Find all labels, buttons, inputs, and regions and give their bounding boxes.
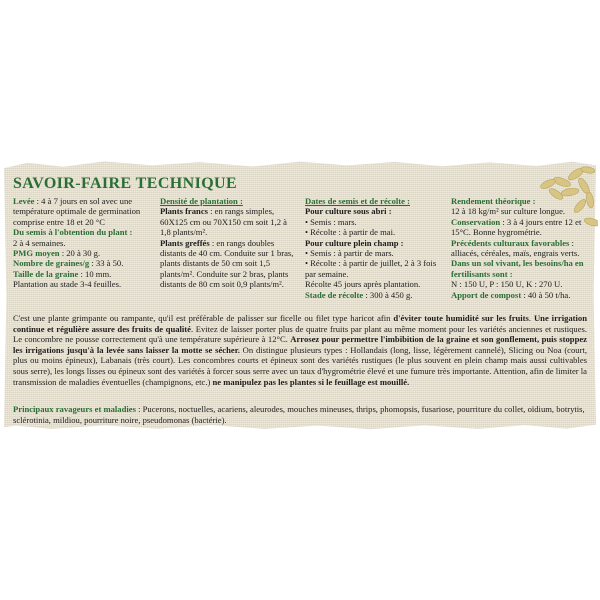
paragraph-text: . xyxy=(528,313,534,323)
abri-recolte: • Récolte : à partir de mai. xyxy=(305,227,396,238)
paragraph-text: C'est une plante grimpante ou rampante, qu'il est préférable de palisser sur ficelle ou filet type haricot afin xyxy=(13,313,394,323)
column-germination xyxy=(13,196,151,290)
graines-label: Nombre de graines/g xyxy=(13,258,90,269)
conservation-text: : 3 à 4 jours entre 12 et 15°C. Bonne hygrométrie. xyxy=(451,216,582,238)
champ-semis: • Semis : à partir de mars. xyxy=(305,248,394,259)
paragraph-bold: d'éviter toute humidité sur les fruits xyxy=(393,313,529,323)
page-title: SAVOIR-FAIRE TECHNIQUE xyxy=(13,175,238,192)
paragraph-bold: ne manipulez pas les plantes si le feuillage est mouillé. xyxy=(212,376,410,387)
francs-text: : en rangs simples, 60X125 cm ou 70X150 cm soit 1,2 à 1,8 plants/m². xyxy=(160,206,287,238)
pests-label: Principaux ravageurs et maladies xyxy=(13,404,136,414)
densite-label: Densité de plantation : xyxy=(160,196,243,206)
column-density xyxy=(160,196,297,290)
paragraph-bold: Une irrigation continue et régulière assure des fruits de qualité xyxy=(13,313,588,334)
taille-label: Taille de la graine xyxy=(13,268,79,279)
greffes-label: Plants greffés xyxy=(160,237,210,248)
sol-text: N : 150 U, P : 150 U, K : 270 U. xyxy=(451,279,563,290)
dates-label: Dates de semis et de récolte : xyxy=(305,196,410,206)
greffes-text: : en rangs doubles distants de 40 cm. Conduite sur 1 bras, plants distants de 50 cm soit 1,5 plants/m². Conduite sur 2 bras, plants distants de 80 cm soit 0,9 plants/m². xyxy=(160,237,294,290)
graines-text: : 33 à 50. xyxy=(89,258,124,269)
semis-label: Du semis à l'obtention du plant : xyxy=(13,227,133,238)
pests-text: : Pucerons, noctuelles, acariens, aleurodes, mouches mineuses, thrips, phomopsis, fusariose, pourriture du collet, oïdium, botrytis, sclérotinia, mildiou, pourriture noire, pseudomonas (bactérie). xyxy=(13,404,585,425)
pmg-text: : 20 à 30 g. xyxy=(59,248,101,259)
pests-section xyxy=(13,404,587,425)
plantation-text: Plantation au stade 3-4 feuilles. xyxy=(13,279,122,290)
taille-text: : 10 mm. xyxy=(78,268,112,279)
recolte-note: Récolte 45 jours après plantation. xyxy=(305,279,421,290)
champ-label: Pour culture plein champ : xyxy=(305,237,404,248)
abri-label: Pour culture sous abri : xyxy=(305,206,392,217)
champ-recolte: • Récolte : à partir de juillet, 2 à 3 fois par semaine. xyxy=(305,258,437,279)
precedents-label: Précédents culturaux favorables xyxy=(451,237,570,248)
paragraph-text: . Evitez de laisser porter plus de quatre fruits par plant au même moment pour les variétés anciennes et rustiques. Le concombre ne pousse correctement qu'à une température supérieure à 12°C. xyxy=(13,323,588,345)
rendement-text: 12 à 18 kg/m² sur culture longue. xyxy=(451,206,566,217)
paragraph-text: On distingue plusieurs types : Hollandais (long, lisse, légèrement cannelé), Slicing ou Noa (court, plus ou moins épineux), Labanais (très court). Les concombres courts et épineux sont des variétés rustiques (le plus souvent en plein champ mais aussi cultivables sous serre), les longs lisses ou épineux sont des variétés à forcer sous serre avec un taux d'hygrométrie élevé et une fumure très importante. Attention, afin de limiter la transmission de maladies éventuelles (champignons, etc.) xyxy=(13,344,587,387)
abri-semis: • Semis : mars. xyxy=(305,216,357,227)
paragraph-bold: Arrosez pour permettre l'imbibition de la graine et son gonflement, puis stoppez les irrigations jusqu'à la levée sans laisser la motte se sécher. xyxy=(13,334,587,355)
stade-text: : 300 à 450 g. xyxy=(363,289,413,300)
compost-text: : 40 à 50 t/ha. xyxy=(521,289,571,300)
rendement-label: Rendement théorique : xyxy=(451,196,536,206)
levee-text: : 4 à 7 jours en sol avec une température optimale de germination comprise entre 18 et 20 °C xyxy=(13,196,141,227)
semis-text: 2 à 4 semaines. xyxy=(13,237,66,248)
conservation-label: Conservation xyxy=(451,216,501,227)
pmg-label: PMG moyen xyxy=(13,248,60,259)
column-yield xyxy=(451,196,591,300)
precedents-text: : alliacés, céréales, maïs, engrais verts. xyxy=(451,237,580,259)
sol-label: Dans un sol vivant, les besoins/ha en fertilisants sont : xyxy=(451,258,584,279)
column-dates xyxy=(305,196,445,300)
stade-label: Stade de récolte xyxy=(305,289,364,300)
description-paragraph xyxy=(13,313,587,387)
levee-label: Levée xyxy=(13,196,35,206)
francs-label: Plants francs xyxy=(160,206,208,217)
compost-label: Apport de compost xyxy=(451,289,522,300)
